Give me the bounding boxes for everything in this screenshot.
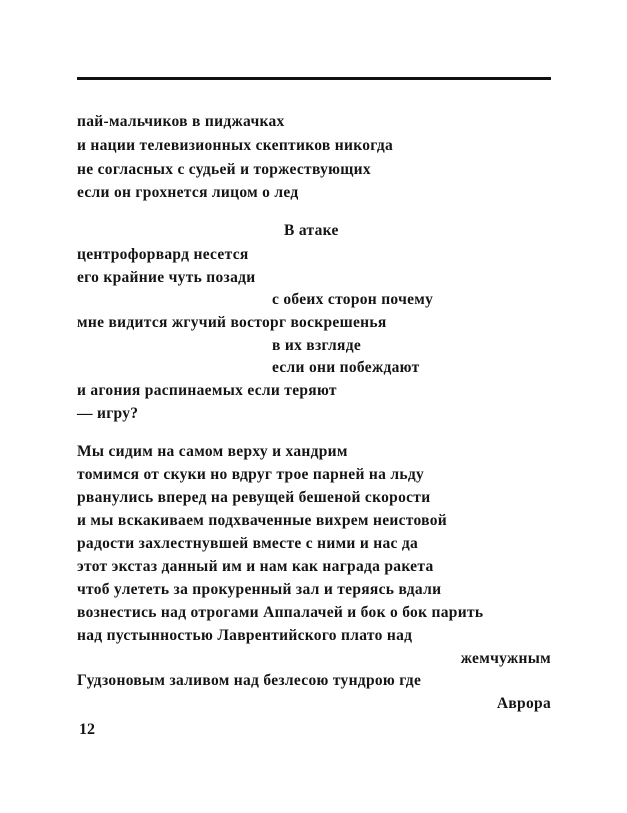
text-line: — игру? <box>77 405 139 422</box>
text-line: этот экстаз данный им и нам как награда ракета <box>77 558 434 575</box>
text-line: над пустынностью Лаврентийского плато над <box>77 627 413 644</box>
text-line: томимся от скуки но вдруг трое парней на льду <box>77 466 425 483</box>
text-line: его крайние чуть позади <box>77 269 256 286</box>
text-line: рванулись вперед на ревущей бешеной скорости <box>77 489 431 506</box>
top-rule <box>77 77 551 80</box>
text-line: радости захлестнувшей вместе с ними и нас да <box>77 535 419 552</box>
text-line: вознестись над отрогами Аппалачей и бок о бок парить <box>77 604 484 621</box>
text-line: в их взгляде <box>272 337 362 354</box>
text-line: не согласных с судьей и торжествующих <box>77 161 371 178</box>
text-line: мне видится жгучий восторг воскрешенья <box>77 314 387 331</box>
page-number: 12 <box>79 721 95 738</box>
text-line: и нации телевизионных скептиков никогда <box>77 137 394 154</box>
text-line: если он грохнется лицом о лед <box>77 184 299 201</box>
text-line: пай-мальчиков в пиджачках <box>77 113 285 130</box>
text-line: с обеих сторон почему <box>272 291 434 308</box>
text-line: Мы сидим на самом верху и хандрим <box>77 443 348 460</box>
text-line-right: жемчужным <box>460 650 551 667</box>
section-heading: В атаке <box>284 222 339 239</box>
text-line: центрофорвард несется <box>77 246 249 263</box>
text-line: если они побеждают <box>272 359 420 376</box>
text-line-right: Аврора <box>496 695 551 712</box>
text-line: и агония распинаемых если теряют <box>77 382 337 399</box>
text-line: и мы вскакиваем подхваченные вихрем неистовой <box>77 512 448 529</box>
text-line: чтоб улететь за прокуренный зал и теряясь вдали <box>77 581 442 598</box>
text-line: Гудзоновым заливом над безлесою тундрою где <box>77 672 422 689</box>
